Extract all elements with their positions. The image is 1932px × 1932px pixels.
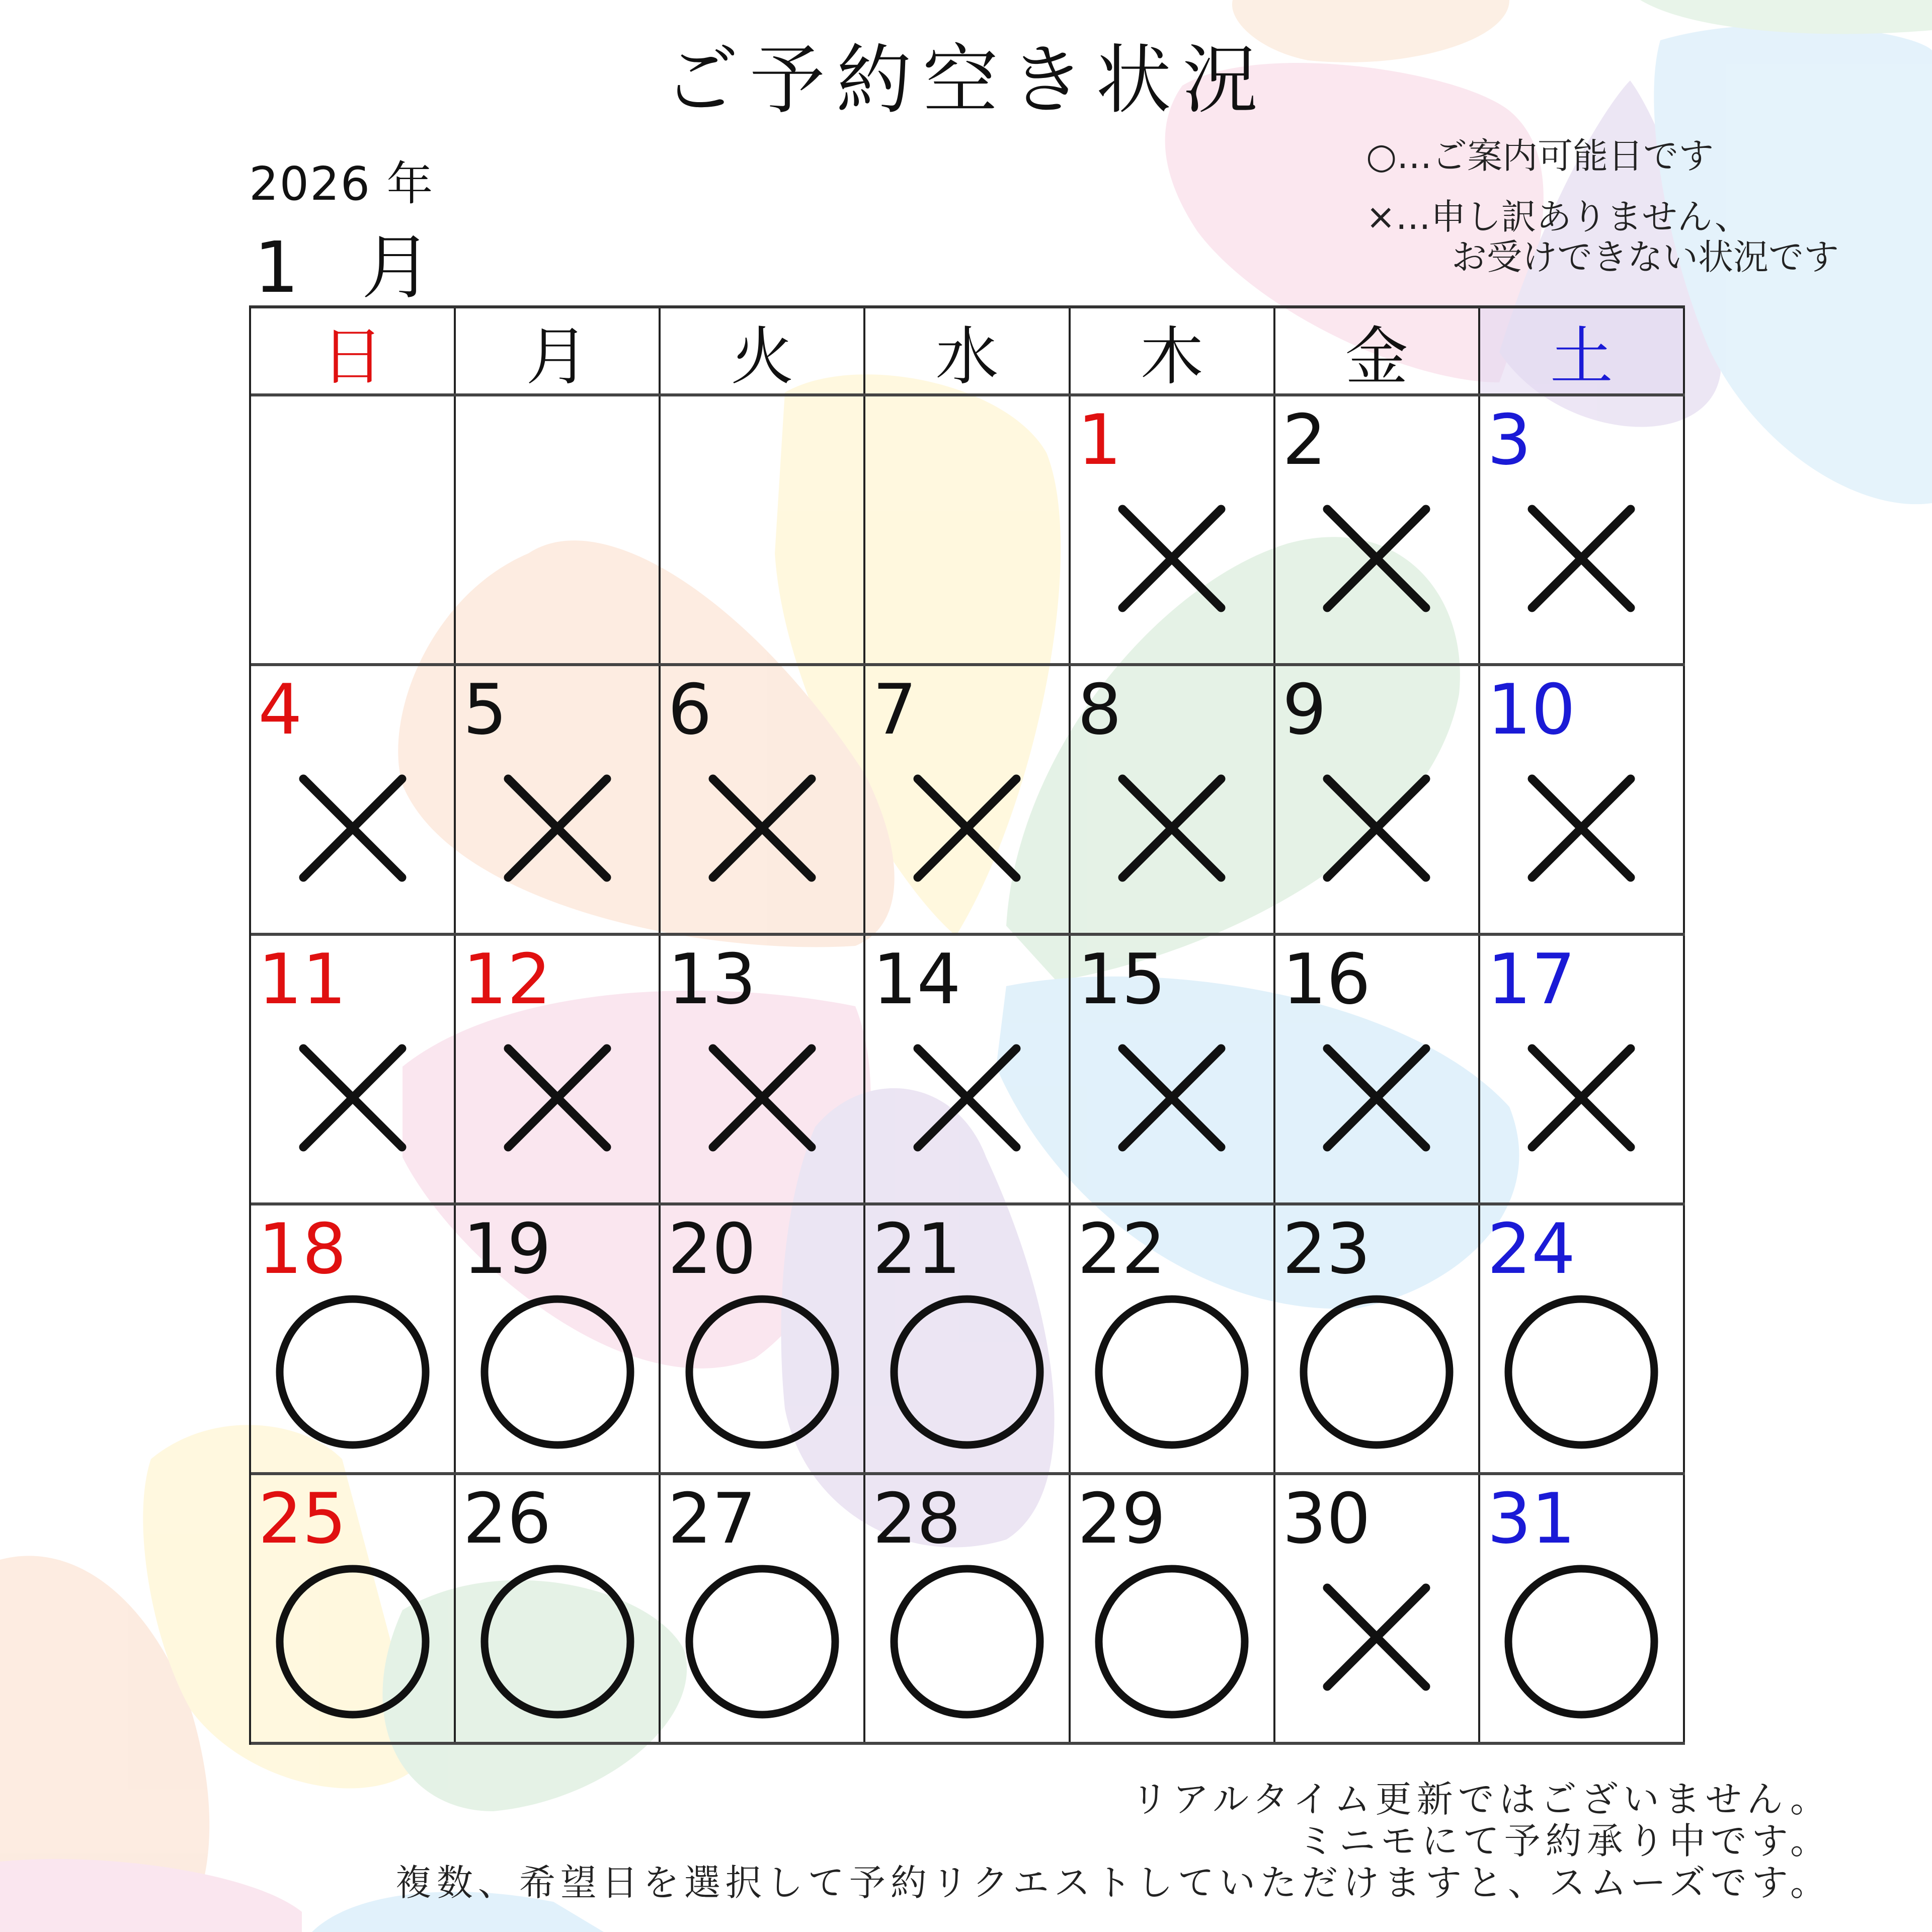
day-number: 13	[668, 939, 756, 1020]
calendar-weeks	[251, 396, 1685, 1745]
unavailable-cross-icon	[1116, 773, 1227, 883]
calendar-day-cell[interactable]	[1071, 936, 1275, 1202]
calendar-week-row	[251, 666, 1685, 936]
day-number: 26	[463, 1478, 551, 1559]
unavailable-cross-icon	[1116, 503, 1227, 614]
note-line-2: ミニモにて予約承り中です。	[1298, 1819, 1831, 1862]
available-circle-icon	[1094, 1564, 1250, 1720]
unavailable-cross-icon	[912, 1042, 1022, 1153]
year-label: 2026 年	[249, 157, 434, 211]
day-number: 28	[872, 1478, 961, 1559]
unavailable-cross-icon	[1526, 503, 1637, 614]
calendar-day-cell[interactable]	[251, 1205, 456, 1472]
calendar-grid	[249, 305, 1685, 1745]
day-number: 12	[463, 939, 551, 1020]
available-circle-icon	[275, 1564, 431, 1720]
available-circle-icon	[684, 1564, 840, 1720]
legend-unavailable-line1: ×…申し訳ありません、	[1366, 196, 1750, 237]
calendar-day-cell[interactable]	[251, 1475, 456, 1742]
calendar-week-row	[251, 1205, 1685, 1475]
calendar-day-cell[interactable]	[1480, 396, 1685, 663]
day-number: 18	[258, 1209, 347, 1290]
unavailable-cross-icon	[297, 773, 408, 883]
day-number: 8	[1077, 669, 1122, 750]
calendar-day-cell[interactable]	[1480, 666, 1685, 933]
day-number: 14	[872, 939, 961, 1020]
calendar-empty-cell	[661, 396, 865, 663]
day-number: 9	[1282, 669, 1327, 750]
unavailable-cross-icon	[502, 1042, 613, 1153]
day-number: 23	[1282, 1209, 1371, 1290]
calendar-week-row	[251, 936, 1685, 1205]
calendar-day-cell[interactable]	[1480, 1475, 1685, 1742]
day-number: 24	[1487, 1209, 1576, 1290]
calendar-empty-cell	[865, 396, 1070, 663]
unavailable-cross-icon	[1321, 503, 1432, 614]
calendar-day-cell[interactable]	[456, 1205, 661, 1472]
calendar-day-cell[interactable]	[865, 1205, 1070, 1472]
weekday-header-sun: 日	[251, 308, 456, 393]
weekday-header-tue: 火	[661, 308, 865, 393]
unavailable-cross-icon	[1321, 773, 1432, 883]
calendar-day-cell[interactable]	[1071, 396, 1275, 663]
calendar-day-cell[interactable]	[865, 936, 1070, 1202]
legend-unavailable-line2: お受けできない状況です	[1452, 236, 1839, 278]
available-circle-icon	[889, 1564, 1045, 1720]
calendar-day-cell[interactable]	[1275, 396, 1480, 663]
day-number: 1	[1077, 399, 1122, 480]
unavailable-cross-icon	[912, 773, 1022, 883]
day-number: 7	[872, 669, 917, 750]
unavailable-cross-icon	[1526, 1042, 1637, 1153]
month-label: 1 月	[254, 227, 452, 309]
weekday-header-wed: 水	[865, 308, 1070, 393]
weekday-header-fri: 金	[1275, 308, 1480, 393]
day-number: 30	[1282, 1478, 1371, 1559]
weekday-header-thu: 木	[1071, 308, 1275, 393]
note-line-3: 複数、希望日を選択して予約リクエストしていただけますと、スムーズです。	[395, 1861, 1831, 1904]
available-circle-icon	[889, 1294, 1045, 1450]
day-number: 25	[258, 1478, 347, 1559]
day-number: 27	[668, 1478, 756, 1559]
unavailable-cross-icon	[1526, 773, 1637, 883]
legend	[1366, 136, 1839, 278]
day-number: 21	[872, 1209, 961, 1290]
day-number: 3	[1487, 399, 1532, 480]
calendar-empty-cell	[456, 396, 661, 663]
unavailable-cross-icon	[1321, 1582, 1432, 1693]
available-circle-icon	[479, 1564, 635, 1720]
unavailable-cross-icon	[707, 1042, 818, 1153]
calendar-day-cell[interactable]	[456, 666, 661, 933]
page-title: ご予約空き状況	[663, 37, 1269, 124]
calendar-empty-cell	[251, 396, 456, 663]
unavailable-cross-icon	[707, 773, 818, 883]
calendar-day-cell[interactable]	[251, 936, 456, 1202]
available-circle-icon	[1503, 1564, 1659, 1720]
calendar-day-cell[interactable]	[661, 666, 865, 933]
day-number: 11	[258, 939, 347, 1020]
calendar-day-cell[interactable]	[1480, 1205, 1685, 1472]
unavailable-cross-icon	[1116, 1042, 1227, 1153]
day-number: 19	[463, 1209, 551, 1290]
calendar-day-cell[interactable]	[865, 666, 1070, 933]
available-circle-icon	[1094, 1294, 1250, 1450]
day-number: 17	[1487, 939, 1576, 1020]
day-number: 4	[258, 669, 302, 750]
unavailable-cross-icon	[502, 773, 613, 883]
weekday-header-row	[251, 308, 1685, 396]
calendar-day-cell[interactable]	[1275, 666, 1480, 933]
calendar-day-cell[interactable]	[661, 1475, 865, 1742]
legend-available: ○…ご案内可能日です	[1366, 135, 1714, 177]
calendar-day-cell[interactable]	[661, 1205, 865, 1472]
footer-notes	[395, 1779, 1831, 1903]
calendar-day-cell[interactable]	[1071, 666, 1275, 933]
calendar-day-cell[interactable]	[1480, 936, 1685, 1202]
day-number: 16	[1282, 939, 1371, 1020]
calendar-day-cell[interactable]	[251, 666, 456, 933]
calendar-day-cell[interactable]	[1071, 1475, 1275, 1742]
available-circle-icon	[1503, 1294, 1659, 1450]
calendar-day-cell[interactable]	[661, 936, 865, 1202]
calendar-day-cell[interactable]	[865, 1475, 1070, 1742]
calendar-day-cell[interactable]	[1071, 1205, 1275, 1472]
day-number: 10	[1487, 669, 1576, 750]
calendar-day-cell[interactable]	[1275, 1205, 1480, 1472]
note-line-1: リアルタイム更新ではございません。	[1131, 1778, 1831, 1820]
calendar-week-row	[251, 396, 1685, 666]
weekday-header-sat: 土	[1480, 308, 1685, 393]
day-number: 15	[1077, 939, 1166, 1020]
unavailable-cross-icon	[1321, 1042, 1432, 1153]
unavailable-cross-icon	[297, 1042, 408, 1153]
available-circle-icon	[275, 1294, 431, 1450]
calendar-day-cell[interactable]	[456, 1475, 661, 1742]
day-number: 5	[463, 669, 507, 750]
calendar-day-cell[interactable]	[1275, 1475, 1480, 1742]
calendar-day-cell[interactable]	[1275, 936, 1480, 1202]
day-number: 29	[1077, 1478, 1166, 1559]
day-number: 20	[668, 1209, 756, 1290]
calendar-week-row	[251, 1475, 1685, 1745]
available-circle-icon	[684, 1294, 840, 1450]
day-number: 6	[668, 669, 712, 750]
calendar-day-cell[interactable]	[456, 936, 661, 1202]
day-number: 22	[1077, 1209, 1166, 1290]
available-circle-icon	[1299, 1294, 1455, 1450]
day-number: 2	[1282, 399, 1327, 480]
weekday-header-mon: 月	[456, 308, 661, 393]
day-number: 31	[1487, 1478, 1576, 1559]
available-circle-icon	[479, 1294, 635, 1450]
